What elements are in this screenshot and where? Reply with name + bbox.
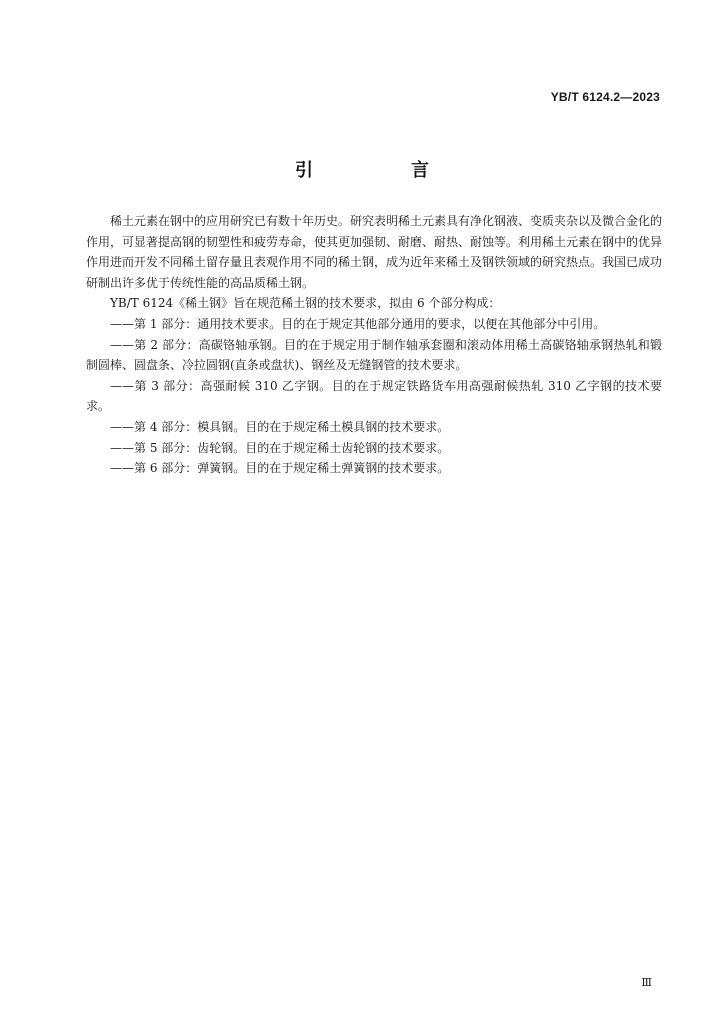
list-item-part-6: ——第 6 部分：弹簧钢。目的在于规定稀土弹簧钢的技术要求。	[110, 461, 450, 476]
list-item-part-2: ——第 2 部分：高碳铬轴承钢。目的在于规定用于制作轴承套圈和滚动体用稀土高碳铬轴承钢热轧和锻制圆棒、圆盘条、冷拉圆钢(直条或盘状)、钢丝及无缝钢管的技术要求。	[86, 337, 662, 373]
paragraph-intro: 稀土元素在钢中的应用研究已有数十年历史。研究表明稀土元素具有净化钢液、变质夹杂以及微合金化的作用，可显著提高钢的韧塑性和疲劳寿命，使其更加强韧、耐磨、耐热、耐蚀等。利用稀土元素在钢中的优异作用进而开发不同稀土留存量且表观作用不同的稀土钢，成为近年来稀土及钢铁领域的研究热点。我国已成功研制出许多优于传统性能的高品质稀土钢。	[86, 214, 663, 290]
body-text	[86, 211, 662, 479]
list-item-part-5: ——第 5 部分：齿轮钢。目的在于规定稀土齿轮钢的技术要求。	[110, 440, 450, 455]
document-code: YB/T 6124.2—2023	[550, 90, 660, 104]
page-number: Ⅲ	[641, 976, 652, 989]
list-item-part-3: ——第 3 部分：高强耐候 310 乙字钢。目的在于规定铁路货车用高强耐候热轧 310 乙字钢的技术要求。	[86, 378, 662, 414]
list-item-part-1: ——第 1 部分：通用技术要求。目的在于规定其他部分通用的要求，以便在其他部分中引用。	[110, 316, 606, 331]
page-title: 引 言	[295, 160, 469, 181]
paragraph-structure: YB/T 6124《稀土钢》旨在规范稀土钢的技术要求，拟由 6 个部分构成：	[110, 296, 501, 311]
list-item-part-4: ——第 4 部分：模具钢。目的在于规定稀土模具钢的技术要求。	[110, 419, 450, 434]
